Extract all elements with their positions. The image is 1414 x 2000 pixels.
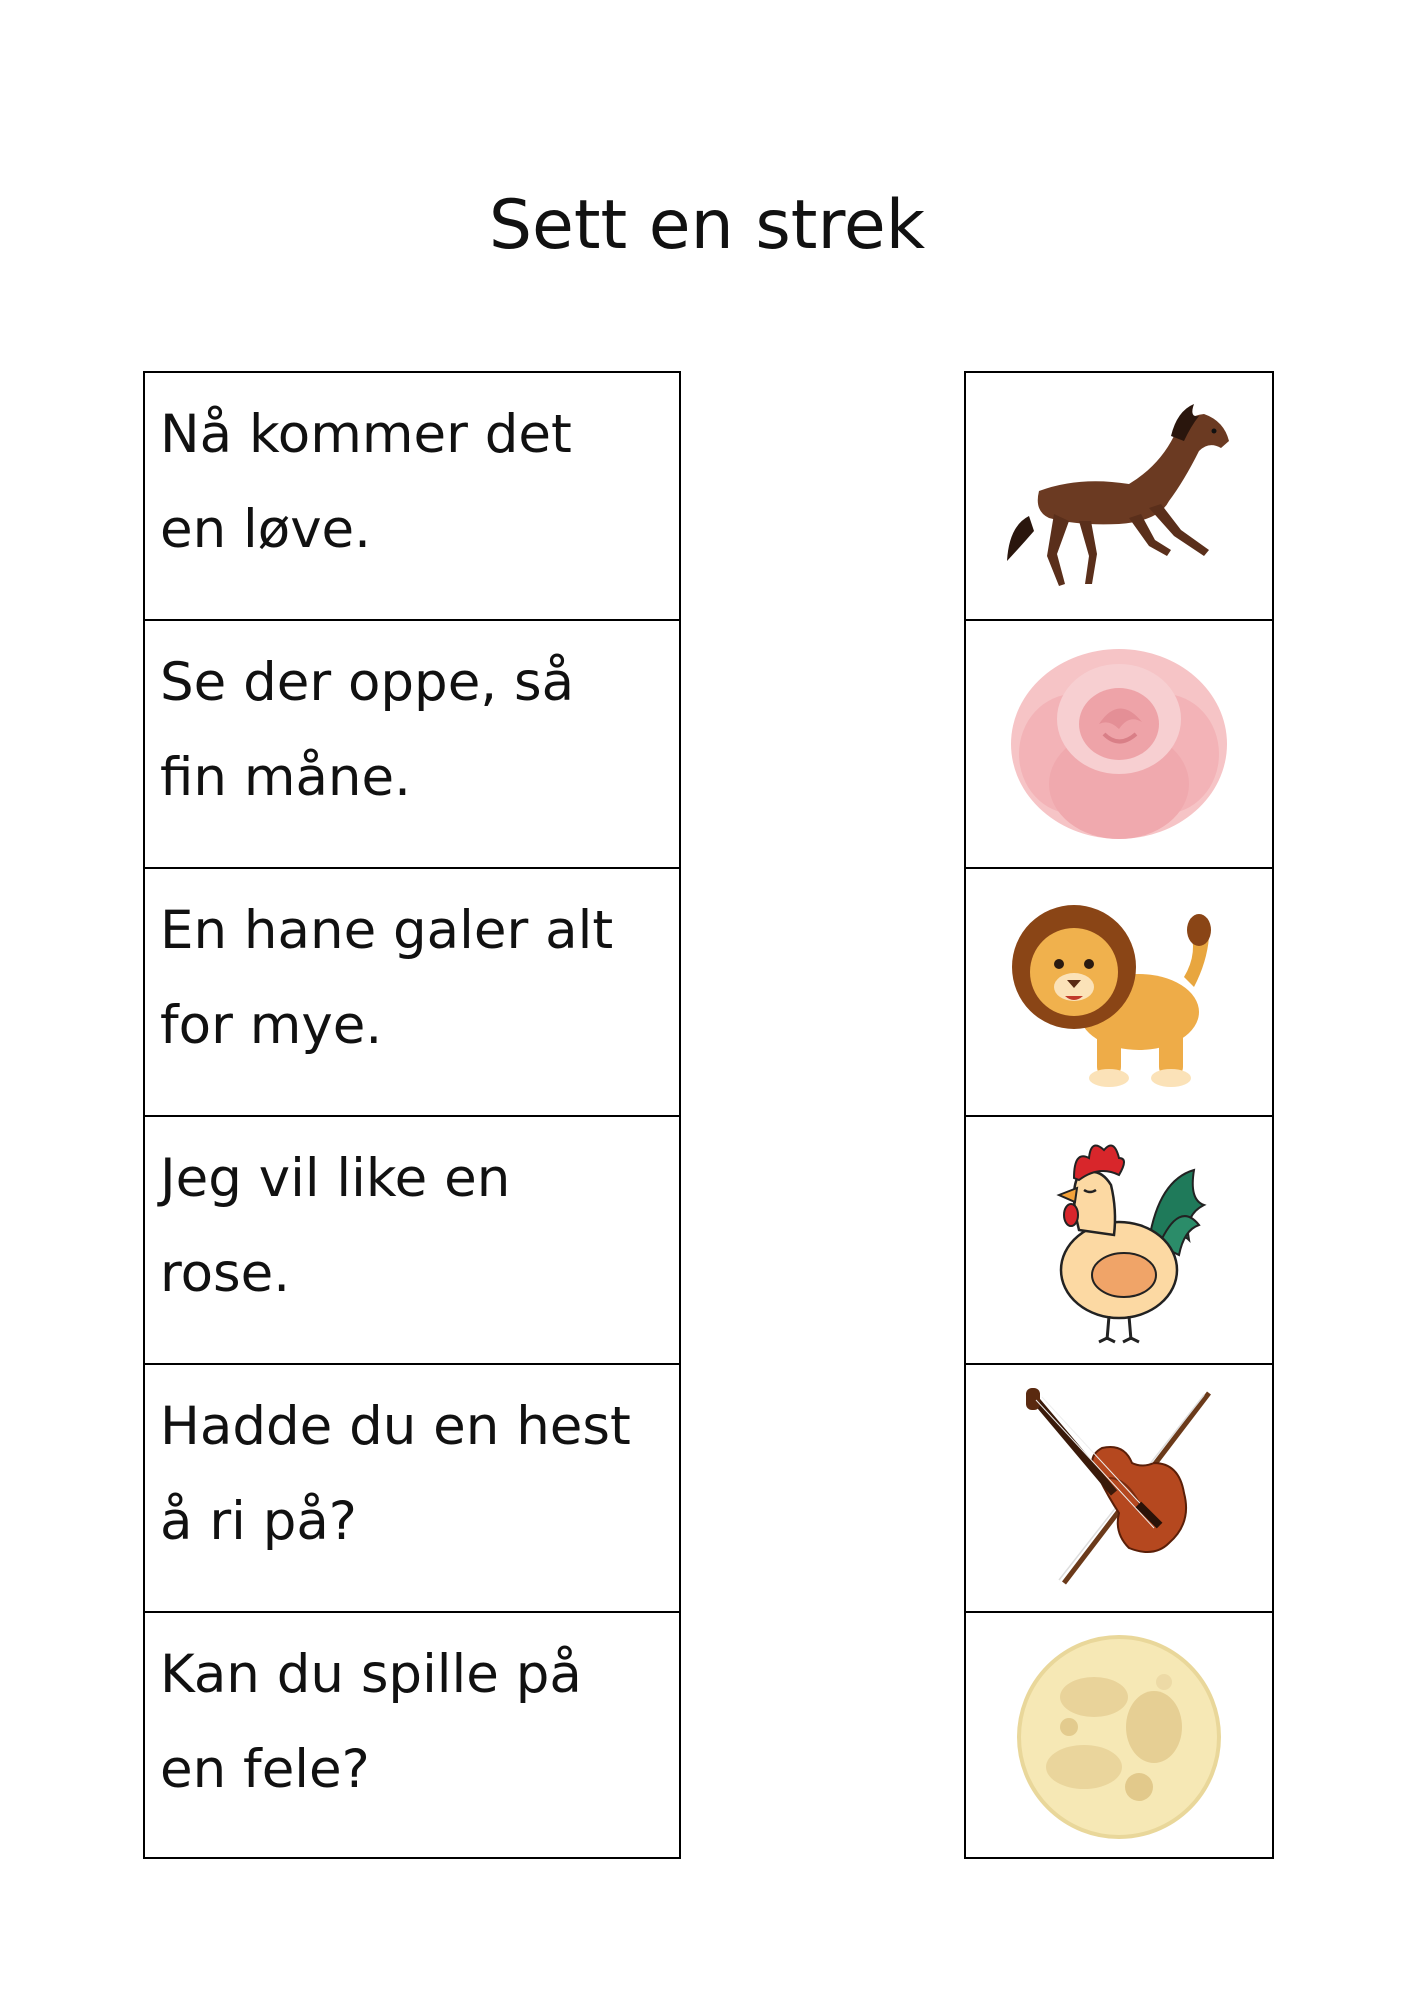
picture-cell [966,869,1272,1117]
sentence-cell [145,1613,679,1861]
sentence-line: Hadde du en hest [160,1396,631,1457]
sentence-line: Jeg vil like en [160,1148,511,1209]
sentence-line: Se der oppe, så [160,652,575,713]
picture-cell [966,1117,1272,1365]
sentence-line: Kan du spille på [160,1644,582,1705]
lion-icon [1009,892,1229,1092]
horse-icon [999,396,1239,596]
sentence-line: fin måne. [160,747,411,808]
sentence-cell [145,869,679,1117]
sentence-line: en fele? [160,1739,370,1800]
moon-icon [1014,1632,1224,1842]
picture-cell [966,1365,1272,1613]
sentence-line: Nå kommer det [160,404,572,465]
picture-cell [966,1613,1272,1861]
sentence-cell [145,1117,679,1365]
sentence-cell [145,621,679,869]
sentence-column [143,371,681,1859]
violin-icon [1014,1383,1224,1593]
sentence-line: En hane galer alt [160,900,614,961]
sentence-line: for mye. [160,995,383,1056]
sentence-line: rose. [160,1243,291,1304]
sentence-line: en løve. [160,499,372,560]
picture-cell [966,621,1272,869]
rose-icon [1004,634,1234,854]
sentence-line: å ri på? [160,1491,357,1552]
picture-column [964,371,1274,1859]
sentence-cell [145,373,679,621]
sentence-cell [145,1365,679,1613]
rooster-icon [1019,1130,1219,1350]
page-title: Sett en strek [488,186,926,265]
picture-cell [966,373,1272,621]
